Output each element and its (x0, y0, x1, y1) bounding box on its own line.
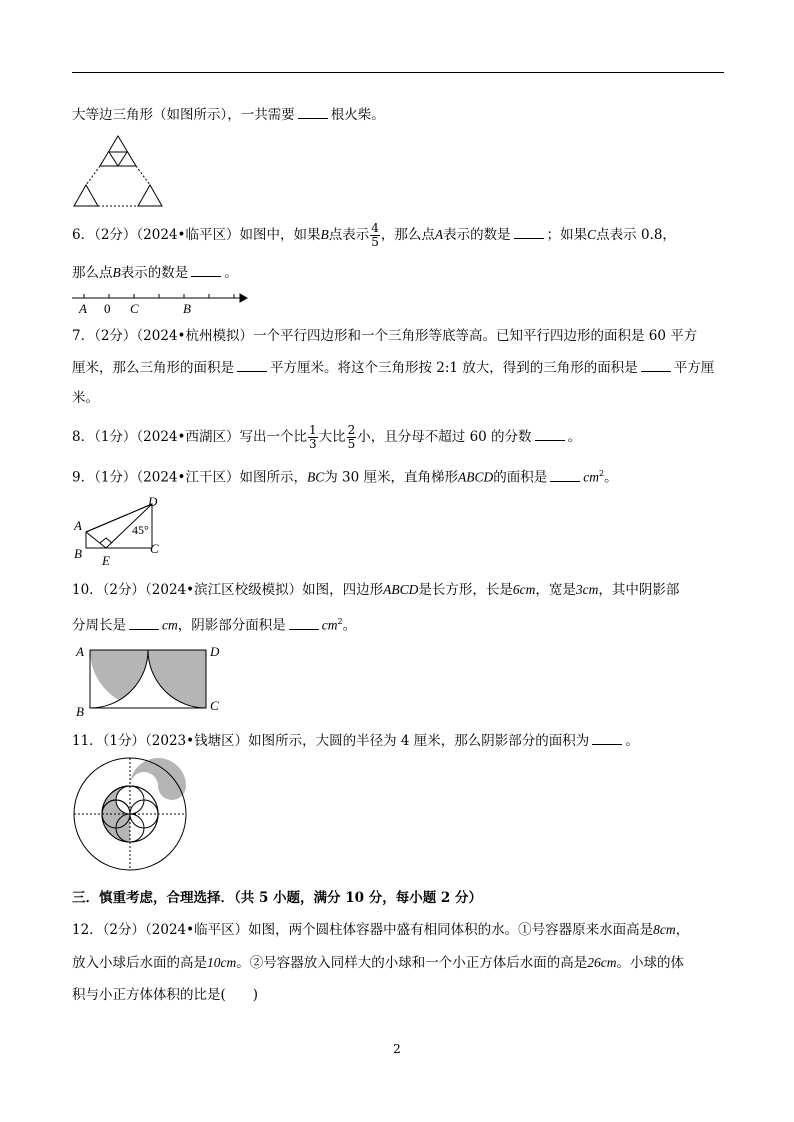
trapezoid-label-a: A (74, 518, 82, 533)
fraction-numerator: 2 (347, 423, 356, 437)
q12-text: ， (675, 922, 690, 938)
question-9 (72, 464, 618, 488)
q8-text: 。 (567, 429, 582, 445)
q11-text: 11．（1分）（2023•钱塘区）如图所示，大圆的半径为 4 厘米，那么阴影部分的面积为 (72, 733, 590, 749)
q6-text: 表示的数是 (443, 227, 511, 243)
q6-text: 点表示 0.8， (596, 227, 676, 243)
q7-text: 平方厘米。将这个三角形按 2:1 放大，得到的三角形的面积是 (270, 360, 638, 376)
fraction-numerator: 1 (309, 423, 317, 437)
q6-text: 点表示 (328, 227, 370, 243)
answer-blank (298, 104, 328, 119)
q8-fraction-2 (347, 424, 357, 451)
q9-unit-exponent: 2 (599, 469, 605, 478)
q6-text: 6．（2分）（2024•临平区）如图中，如果 (72, 227, 321, 243)
section-3-heading (72, 888, 482, 908)
question-12-line2 (72, 953, 684, 973)
axis-label-c: C (130, 301, 139, 316)
right-trapezoid-figure (72, 492, 172, 568)
trapezoid-label-c: C (150, 541, 159, 556)
q6-text: ；如果 (546, 227, 588, 243)
q10-text: 分周长是 (72, 617, 126, 634)
answer-blank (289, 615, 319, 630)
question-12 (72, 920, 689, 940)
question-7-line3 (72, 388, 99, 408)
answer-blank (237, 357, 267, 372)
q9-unit: cm (583, 469, 600, 485)
q10-unit: cm (321, 617, 338, 633)
fraction-numerator: 4 (371, 221, 379, 235)
q7-text: 7．（2分）（2024•杭州模拟）一个平行四边形和一个三角形等底等高。已知平行四边形的面积是 60 平方 (72, 328, 698, 344)
q10-text: 是长方形，长是 (418, 582, 513, 598)
question-7-line2 (72, 357, 714, 378)
question-6-line2 (72, 262, 238, 283)
q6-var-a: A (434, 227, 444, 242)
rectangle-shaded-figure (72, 640, 222, 718)
rect-label-b: B (76, 704, 84, 718)
q7-text: 平方厘 (673, 360, 715, 376)
q10-length: 6cm (512, 582, 536, 597)
q9-shape-abcd: ABCD (458, 469, 494, 485)
answer-blank (191, 262, 221, 277)
q6-text: 那么点 (72, 265, 113, 281)
q12-text: 。②号容器放入同样大的小球和一个小正方体后水面的高是 (236, 955, 588, 971)
q10-unit-exponent: 2 (337, 617, 343, 626)
question-12-line3 (72, 985, 258, 1005)
q6-var-b: B (112, 265, 121, 280)
answer-blank (592, 730, 622, 745)
q10-width: 3cm (575, 582, 599, 597)
question-10-line2 (72, 612, 356, 636)
q8-text: 小，且分母不超过 60 的分数 (357, 429, 532, 445)
answer-blank (514, 224, 544, 239)
q8-fraction-1 (308, 424, 318, 451)
q6-text: 。 (224, 265, 238, 281)
q10-shape-abcd: ABCD (383, 582, 419, 597)
answer-blank (641, 357, 671, 372)
q10-text: 10．（2分）（2024•滨江区校级模拟）如图，四边形 (72, 582, 384, 598)
axis-label-zero: 0 (104, 301, 111, 316)
q6-var-c: C (587, 227, 597, 242)
fraction-denominator: 5 (347, 437, 356, 451)
q10-text: ，阴影部分面积是 (177, 617, 286, 634)
number-line-figure (70, 288, 250, 316)
fraction-denominator: 5 (371, 235, 379, 249)
q7-text: 厘米，那么三角形的面积是 (72, 360, 234, 376)
q5-text-end: 根火柴。 (330, 107, 385, 123)
fraction-denominator: 3 (309, 437, 317, 451)
rect-label-d: D (210, 644, 220, 659)
rect-label-c: C (210, 698, 219, 713)
question-8 (72, 424, 581, 451)
q9-text: 9．（1分）（2024•江干区）如图所示， (72, 469, 307, 486)
axis-label-b: B (183, 301, 191, 316)
q11-text: 。 (625, 733, 639, 749)
question-5-tail (72, 104, 385, 125)
q12-height-2: 10cm (207, 955, 237, 970)
circle-pinwheel-figure (70, 754, 190, 874)
header-rule (72, 72, 724, 73)
question-7 (72, 326, 697, 346)
rect-label-a: A (76, 644, 84, 659)
angle-label: 45° (132, 523, 149, 537)
q6-var-b: B (320, 227, 329, 242)
q7-text: 米。 (72, 390, 99, 406)
trapezoid-label-d: D (148, 494, 158, 509)
trapezoid-label-e: E (102, 553, 110, 568)
q6-text: ，那么点 (380, 227, 435, 243)
trapezoid-label-b: B (74, 546, 82, 561)
page-number: 2 (393, 1042, 401, 1056)
q9-segment-bc: BC (307, 469, 325, 485)
q12-text: 12．（2分）（2024•临平区）如图，两个圆柱体容器中盛有相同体积的水。①号容器原来水面高是 (72, 922, 654, 938)
q9-text: 为 30 厘米，直角梯形 (324, 469, 459, 486)
section-title: 三．慎重考虑，合理选择．（共 5 小题，满分 10 分，每小题 2 分） (72, 890, 483, 906)
question-11 (72, 730, 639, 751)
q6-fraction (370, 222, 380, 249)
q12-height-3: 26cm (587, 955, 617, 970)
q10-text: 。 (342, 617, 357, 634)
axis-label-a: A (79, 301, 87, 316)
q9-text: 。 (604, 469, 618, 486)
q12-text: 。小球的体 (616, 955, 684, 971)
q6-text: 表示的数是 (120, 265, 189, 281)
q8-text: 8．（1分）（2024•西湖区）写出一个比 (72, 429, 307, 445)
answer-blank (535, 426, 565, 441)
q10-text: ，其中阴影部 (598, 582, 680, 598)
answer-blank (129, 615, 159, 630)
q12-height-1: 8cm (653, 922, 676, 937)
question-10 (72, 580, 679, 600)
q10-text: ，宽是 (535, 582, 576, 598)
q10-unit: cm (162, 617, 178, 633)
q9-text: 的面积是 (493, 469, 548, 486)
matchstick-triangle-figure (70, 130, 166, 210)
q12-text: 积与小正方体体积的比是( ) (72, 987, 259, 1003)
q8-text: 大比 (318, 429, 346, 445)
q5-text: 大等边三角形（如图所示），一共需要 (72, 107, 295, 123)
q12-text: 放入小球后水面的高是 (72, 955, 207, 971)
answer-blank (550, 467, 580, 482)
question-6 (72, 222, 676, 249)
